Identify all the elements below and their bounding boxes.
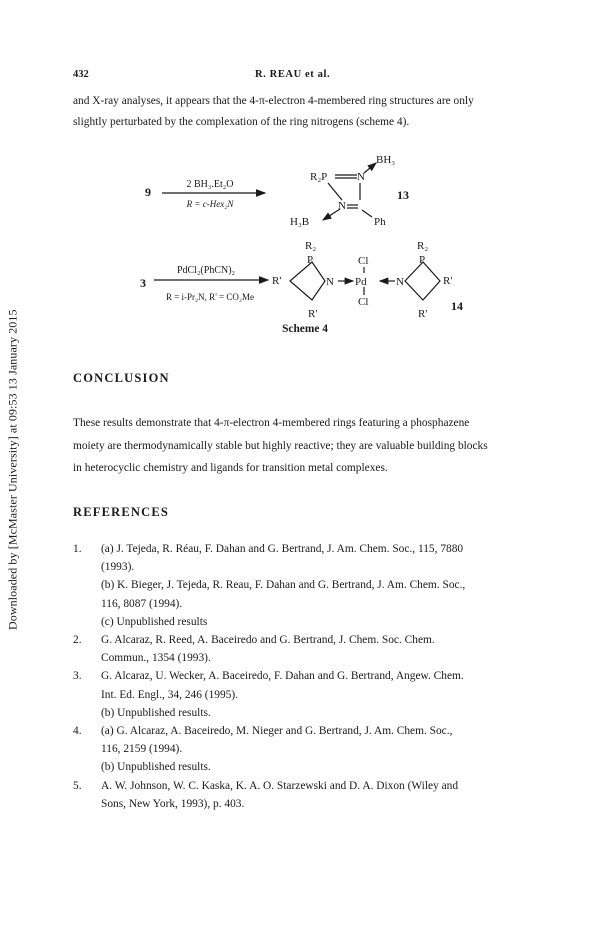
label-rprime-right: R' <box>443 275 453 287</box>
label-p-left: P <box>307 254 314 266</box>
reference-line: (a) G. Alcaraz, A. Baceiredo, M. Nieger and G. Bertrand, J. Am. Chem. Soc., <box>101 725 453 738</box>
label-n-top: N <box>357 171 365 183</box>
conclusion-paragraph <box>73 412 559 480</box>
reference-line: Sons, New York, 1993), p. 403. <box>101 797 245 810</box>
intro-line: slightly perturbated by the complexation of the ring nitrogens (scheme 4). <box>73 116 410 128</box>
reference-number: 1. <box>73 543 82 555</box>
label-n-left: N <box>326 276 334 288</box>
reference-line: 116, 2159 (1994). <box>101 743 183 756</box>
reference-number: 5. <box>73 779 82 792</box>
reference-line: (b) Unpublished results. <box>101 706 211 719</box>
reference-item <box>73 631 559 667</box>
product-13: 13 <box>397 188 409 202</box>
download-watermark: Downloaded by [McMaster University] at 09:53 13 January 2015 <box>5 309 20 631</box>
reference-number: 4. <box>73 725 82 738</box>
conclusion-heading: CONCLUSION <box>73 371 170 385</box>
reactant-9: 9 <box>145 185 151 199</box>
label-h3b: H₃B <box>290 216 310 228</box>
intro-paragraph <box>73 91 559 133</box>
label-pd: Pd <box>355 276 367 288</box>
label-rprime-bottom-right: R' <box>418 308 428 320</box>
reference-line: (c) Unpublished results <box>101 615 208 628</box>
reagent-bh3: 2 BH₃.Et₂O <box>186 179 234 190</box>
label-rprime-left: R' <box>272 275 282 287</box>
reference-line: Commun., 1354 (1993). <box>101 652 211 665</box>
conclusion-line: in heterocyclic chemistry and ligands for transition metal complexes. <box>73 462 388 474</box>
label-bh3: BH₃ <box>376 154 396 166</box>
references-heading: REFERENCES <box>73 505 170 519</box>
reference-line: Int. Ed. Engl., 34, 246 (1995). <box>101 688 238 701</box>
conclusion-line: moiety are thermodynamically stable but highly reactive; they are valuable building blocks <box>73 439 488 452</box>
reference-line: (a) J. Tejeda, R. Réau, F. Dahan and G. Bertrand, J. Am. Chem. Soc., 115, 7880 <box>101 543 464 555</box>
reference-line: (b) K. Bieger, J. Tejeda, R. Reau, F. Dahan and G. Bertrand, J. Am. Chem. Soc., <box>101 579 466 592</box>
label-cl-bottom: Cl <box>358 296 369 308</box>
reference-line: (b) Unpublished results. <box>101 761 211 774</box>
reference-item <box>73 722 559 777</box>
label-n-right: N <box>396 276 404 288</box>
conclusion-line: These results demonstrate that 4-π-electron 4-membered rings featuring a phosphazene <box>73 417 470 429</box>
label-ph: Ph <box>374 216 386 228</box>
reference-item <box>73 777 559 813</box>
intro-line: and X-ray analyses, it appears that the 4-π-electron 4-membered ring structures are only <box>73 95 474 107</box>
label-r2p: R₂P <box>310 171 328 183</box>
reagent-r-rprime-def: R = i-Pr₂N, R' = CO₂Me <box>165 292 255 302</box>
reference-line: G. Alcaraz, U. Wecker, A. Baceiredo, F. Dahan and G. Bertrand, Angew. Chem. <box>101 670 464 683</box>
references-list <box>73 540 559 813</box>
reference-number: 3. <box>73 670 82 683</box>
scheme-caption: Scheme 4 <box>282 323 328 335</box>
scheme-4-diagram <box>140 145 480 345</box>
label-n-bottom: N <box>338 200 346 212</box>
reagent-pdcl2: PdCl₂(PhCN)₂ <box>176 265 236 276</box>
reference-item <box>73 540 559 631</box>
label-r2-right: R₂ <box>417 240 429 252</box>
reference-line: G. Alcaraz, R. Reed, A. Baceiredo and G. Bertrand, J. Chem. Soc. Chem. <box>101 634 435 647</box>
label-rprime-bottom-left: R' <box>308 308 318 320</box>
reagent-r-def: R = c-Hex₂N <box>186 199 234 209</box>
running-head: R. REAU et al. <box>255 69 331 80</box>
reference-number: 2. <box>73 634 82 647</box>
reference-item <box>73 667 559 722</box>
label-r2-left: R₂ <box>305 240 317 252</box>
page-number: 432 <box>73 69 89 80</box>
product-14: 14 <box>451 299 463 313</box>
reference-line: A. W. Johnson, W. C. Kaska, K. A. O. Starzewski and D. A. Dixon (Wiley and <box>101 779 459 792</box>
reference-line: 116, 8087 (1994). <box>101 597 183 610</box>
label-cl-top: Cl <box>358 255 369 267</box>
label-p-right: P <box>419 254 426 266</box>
reactant-3: 3 <box>140 276 146 290</box>
reference-line: (1993). <box>101 561 135 574</box>
